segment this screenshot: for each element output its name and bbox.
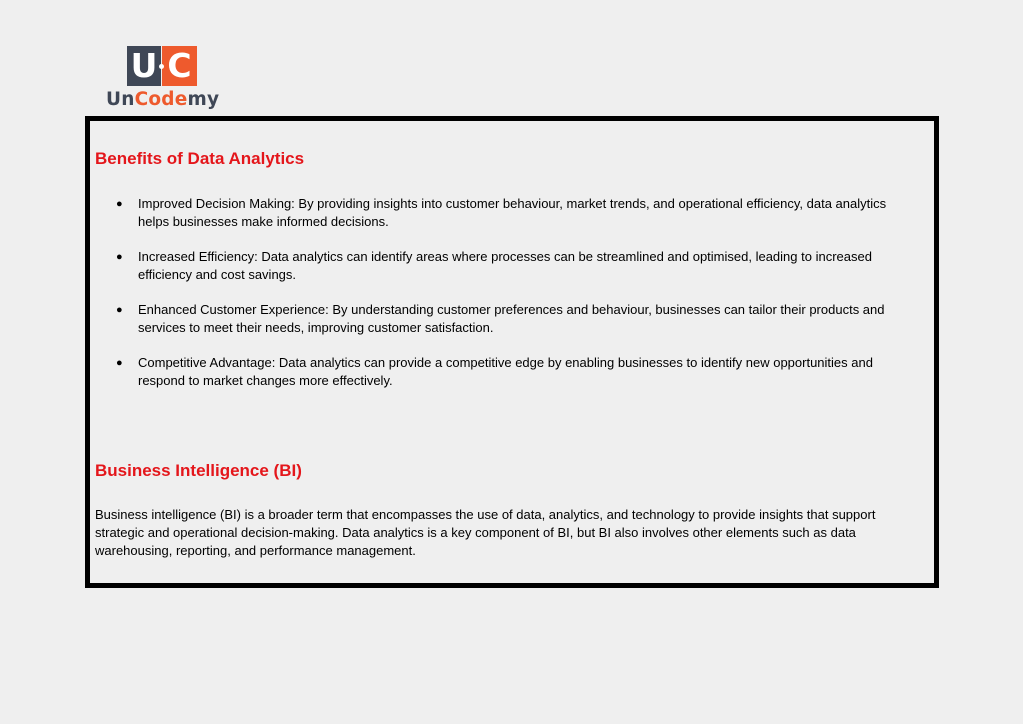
benefit-item: [95, 248, 915, 284]
bi-heading: Business Intelligence (BI): [95, 461, 302, 480]
logo-word-part-1: Un: [106, 89, 135, 110]
benefit-item: [95, 354, 915, 390]
benefit-item: [95, 195, 915, 231]
benefit-text: Competitive Advantage: Data analytics can provide a competitive edge by enabling businesses to identify new opportunities and respond to market changes more effectively.: [138, 355, 873, 388]
logo-word-part-3: my: [187, 89, 220, 110]
uncodemy-logo: [104, 44, 220, 110]
logo-wordmark: [106, 89, 219, 110]
logo-word-part-2: Code: [134, 89, 188, 110]
logo-mark-dot-icon: [159, 64, 164, 69]
bullet-dot-icon: ●: [116, 304, 123, 316]
benefits-list: [95, 195, 915, 407]
logo-mark-c: C: [162, 46, 197, 86]
bullet-dot-icon: ●: [116, 251, 123, 263]
bi-paragraph: Business intelligence (BI) is a broader term that encompasses the use of data, analytics, and technology to provide insights that support strategic and operational decision-making. Data analytics is a key component of BI, but BI also involves other elements such as data warehousing, reporting, and performance management.: [95, 507, 876, 558]
bullet-dot-icon: ●: [116, 357, 123, 369]
benefit-text: Enhanced Customer Experience: By understanding customer preferences and behaviour, businesses can tailor their products and services to meet their needs, improving customer satisfaction.: [138, 302, 885, 335]
uc-logo-icon: [127, 46, 197, 86]
benefits-heading: Benefits of Data Analytics: [95, 149, 305, 168]
benefit-text: Increased Efficiency: Data analytics can identify areas where processes can be streamlined and optimised, leading to increased efficiency and cost savings.: [138, 249, 872, 282]
logo-mark-u: U: [127, 46, 161, 86]
benefit-item: [95, 301, 915, 337]
benefit-text: Improved Decision Making: By providing insights into customer behaviour, market trends, and operational efficiency, data analytics helps businesses make informed decisions.: [138, 196, 887, 229]
bullet-dot-icon: ●: [116, 198, 123, 210]
content-frame: [85, 116, 939, 588]
